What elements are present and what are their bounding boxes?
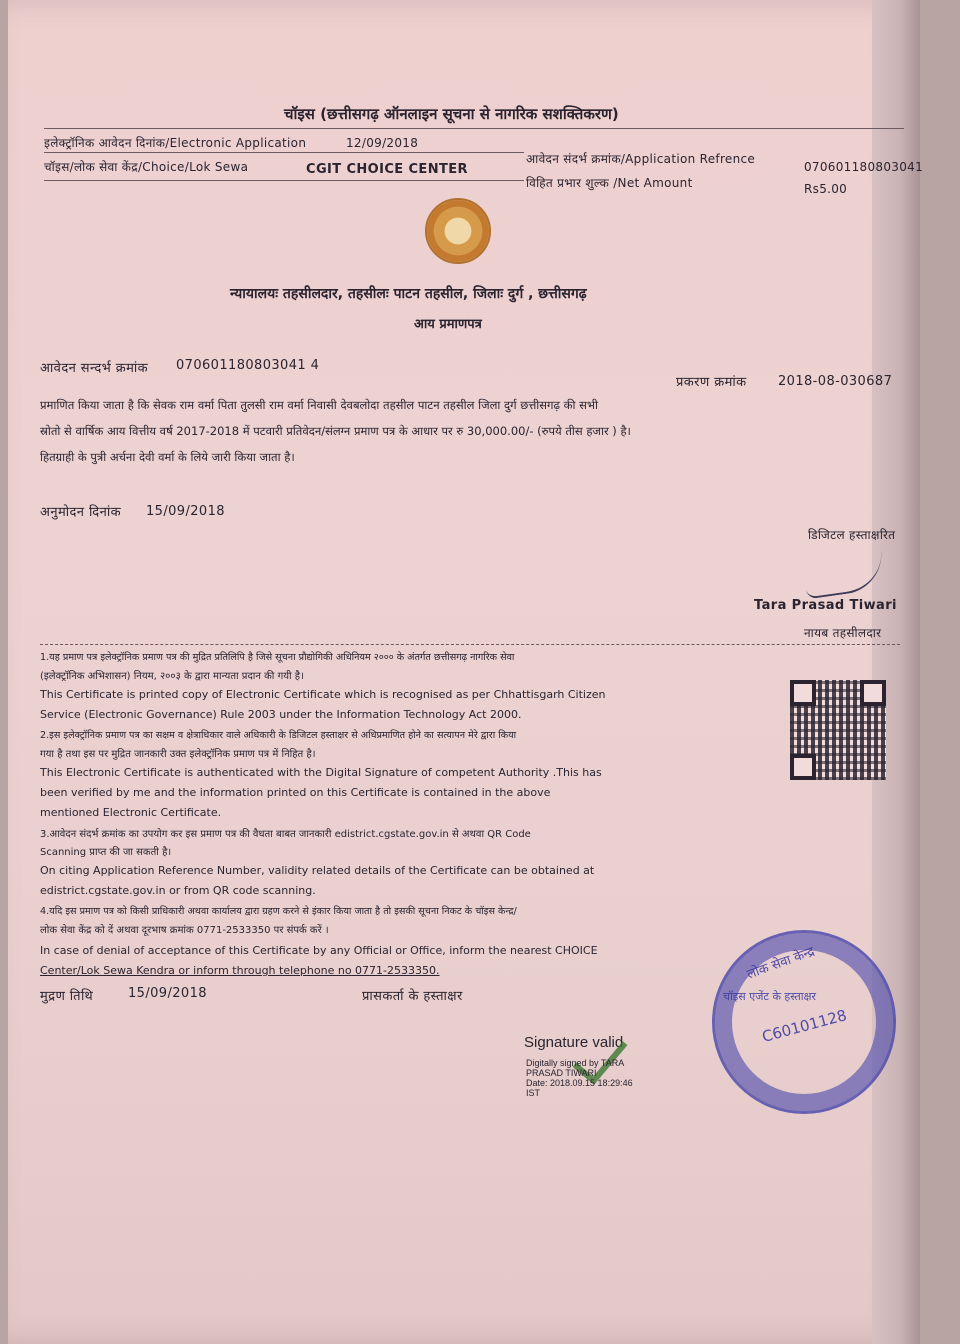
signed-date: Date: 2018.09.15 18:29:46 <box>526 1078 633 1088</box>
note-line: This Electronic Certificate is authenticated with the Digital Signature of competent Authority .This has <box>40 766 602 779</box>
digital-sign-label: डिजिटल हस्ताक्षरित <box>808 528 896 542</box>
signatory-designation: नायब तहसीलदार <box>804 626 882 640</box>
note-line: 4.यदि इस प्रमाण पत्र को किसी प्राधिकारी अथवा कार्यालय द्वारा ग्रहण करने से इंकार किया जाता है तो इसकी सूचना निकट के चॉइस केन्द्र/ <box>40 906 517 917</box>
doc-title: आय प्रमाणपत्र <box>414 317 482 332</box>
signatory-name: Tara Prasad Tiwari <box>754 598 897 613</box>
app-date: 12/09/2018 <box>346 136 419 150</box>
page-edge <box>872 0 920 1344</box>
para-line-1: प्रमाणित किया जाता है कि सेवक राम वर्मा पिता तुलसी राम वर्मा निवासी देवबलोदा तहसील पाटन तहसील जिला दुर्ग छत्तीसगढ़ की सभी <box>40 398 598 412</box>
signed-tz: IST <box>526 1088 541 1098</box>
operator-sig-label: प्रासकर्ता के हस्ताक्षर <box>362 989 463 1004</box>
note-line: mentioned Electronic Certificate. <box>40 806 222 819</box>
note-line: (इलेक्ट्रॉनिक अभिशासन) नियम, २००३ के द्वारा मान्यता प्रदान की गयी है। <box>40 671 304 682</box>
certificate-page <box>8 0 924 1344</box>
print-date-label: मुद्रण तिथि <box>40 989 94 1004</box>
case-value: 2018-08-030687 <box>778 374 893 389</box>
approval-label: अनुमोदन दिनांक <box>40 505 121 520</box>
ref-value: 070601180803041 <box>804 160 924 174</box>
qr-finder-icon <box>790 754 816 780</box>
fee-value: Rs5.00 <box>804 182 848 196</box>
court-line: न्यायालयः तहसीलदार, तहसीलः पाटन तहसील, जिलाः दुर्ग , छत्तीसगढ़ <box>230 286 587 302</box>
note-line: On citing Application Reference Number, validity related details of the Certificate can be obtained at <box>40 864 595 877</box>
note-line: 3.आवेदन संदर्भ क्रमांक का उपयोग कर इस प्रमाण पत्र की वैधता बाबत जानकारी edistrict.cgstate.gov.in से अथवा QR Code <box>40 829 531 840</box>
office-stamp-icon <box>712 930 896 1114</box>
note-line: गया है तथा इस पर मुद्रित जानकारी उक्त इलेक्ट्रॉनिक प्रमाण पत्र में निहित है। <box>40 749 316 760</box>
para-line-2: स्रोतो से वार्षिक आय वित्तीय वर्ष 2017-2018 में पटवारी प्रतिवेदन/संलग्न प्रमाण पत्र के आधार पर रु 30,000.00/- (रुपये तीस हजार ) है। <box>40 424 631 438</box>
note-line: Center/Lok Sewa Kendra or inform through telephone no 0771-2533350. <box>40 964 440 977</box>
body-ref-label: आवेदन सन्दर्भ क्रमांक <box>40 361 149 376</box>
note-line: This Certificate is printed copy of Electronic Certificate which is recognised as per Chhattisgarh Citizen <box>40 688 606 701</box>
header-rule-mid <box>44 152 524 153</box>
center-name: CGIT CHOICE CENTER <box>306 162 468 177</box>
center-label: चॉइस/लोक सेवा केंद्र/Choice/Lok Sewa <box>44 160 249 174</box>
body-ref-value: 070601180803041 4 <box>176 358 320 373</box>
header-rule-bottom <box>44 180 524 181</box>
para-line-3: हितग्राही के पुत्री अर्चना देवी वर्मा के लिये जारी किया जाता है। <box>40 450 295 464</box>
approval-date: 15/09/2018 <box>146 504 225 519</box>
case-label: प्रकरण क्रमांक <box>676 375 747 390</box>
fee-label: विहित प्रभार शुल्क /Net Amount <box>526 176 693 190</box>
note-line: been verified by me and the information printed on this Certificate is contained in the above <box>40 786 551 799</box>
ref-label: आवेदन संदर्भ क्रमांक/Application Refrence <box>526 152 756 166</box>
state-emblem-icon <box>425 198 491 264</box>
note-line: In case of denial of acceptance of this Certificate by any Official or Office, inform the nearest CHOICE <box>40 944 598 957</box>
stamp-code: C60101128 <box>760 1006 849 1046</box>
signed-by-2: PRASAD TIWARI <box>526 1068 597 1078</box>
app-date-label: इलेक्ट्रॉनिक आवेदन दिनांक/Electronic Application <box>44 136 307 150</box>
print-date: 15/09/2018 <box>128 986 207 1001</box>
note-line: edistrict.cgstate.gov.in or from QR code scanning. <box>40 884 316 897</box>
stamp-mid-text: चॉइस एजेंट के हस्ताक्षर <box>723 990 817 1003</box>
signature-status: Signature valid <box>524 1034 624 1051</box>
notes-separator <box>40 644 900 645</box>
note-line: Scanning प्राप्त की जा सकती है। <box>40 847 172 858</box>
note-line: 2.इस इलेक्ट्रॉनिक प्रमाण पत्र का सक्षम व क्षेत्राधिकार वाले अधिकारी के डिजिटल हस्ताक्षर से अधिप्रमाणित होने का सत्यापन मेरे द्वारा किया <box>40 730 517 741</box>
qr-finder-icon <box>860 680 886 706</box>
note-line: Service (Electronic Governance) Rule 2003 under the Information Technology Act 2000. <box>40 708 522 721</box>
stamp-top-text: लोक सेवा केन्द्र <box>745 944 817 983</box>
header-title: चॉइस (छत्तीसगढ़ ऑनलाइन सूचना से नागरिक सशक्तिकरण) <box>284 105 619 123</box>
note-line: लोक सेवा केंद्र को दें अथवा दूरभाष क्रमांक 0771-2533350 पर संपर्क करें । <box>40 925 329 936</box>
qr-finder-icon <box>790 680 816 706</box>
note-line: 1.यह प्रमाण पत्र इलेक्ट्रॉनिक प्रमाण पत्र की मुद्रित प्रतिलिपि है जिसे सूचना प्रौद्योगिकी अधिनियम २००० के अंतर्गत छत्तीसगढ़ नागरिक सेवा <box>40 652 515 663</box>
header-rule-top <box>44 128 904 129</box>
signed-by: Digitally signed by TARA <box>526 1058 625 1068</box>
qr-code-icon[interactable] <box>790 680 886 780</box>
